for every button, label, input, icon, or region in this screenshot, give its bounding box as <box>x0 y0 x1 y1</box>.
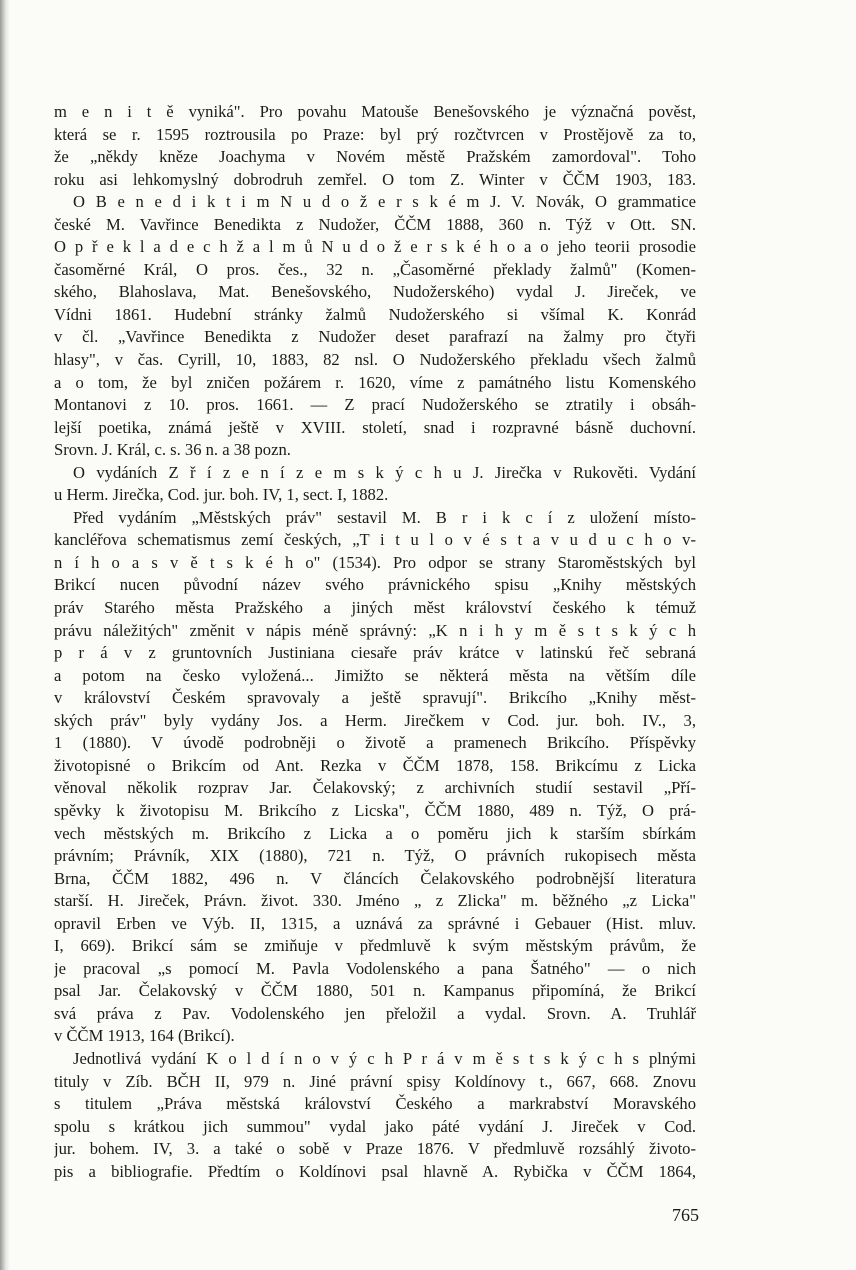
text-line: starší. H. Jireček, Právn. život. 330. Jméno „ z Zlicka" m. běžného „z Licka" <box>54 891 696 911</box>
text-line: jur. bohem. IV, 3. a také o sobě v Praze 1876. V předmluvě rozsáhlý životo- <box>54 1139 696 1159</box>
text-line: v ČČM 1913, 164 (Brikcí). <box>54 1026 235 1046</box>
text-line: O vydáních Z ř í z e n í z e m s k ý c h u J. Jirečka v Rukověti. Vydání <box>73 462 696 482</box>
text-line: 1 (1880). V úvodě podrobněji o životě a pramenech Brikcího. Příspěvky <box>54 733 696 753</box>
text-line: právním; Právník, XIX (1880), 721 n. Týž, O právních rukopisech města <box>54 846 696 866</box>
text-line: v čl. „Vavřince Benedikta z Nudožer deset parafrazí na žalmy pro čtyři <box>54 327 696 347</box>
text-line: Montanovi z 10. pros. 1661. — Z prací Nudožerského se ztratily i obsáh- <box>54 395 696 415</box>
text-line: n í h o a s v ě t s k é h o" (1534). Pro odpor se strany Staroměstských byl <box>54 552 696 572</box>
text-line: která se r. 1595 roztrousila po Praze: byl prý rozčtvrcen v Prostějově za to, <box>54 124 696 144</box>
body-text <box>54 101 696 1183</box>
text-line: s titulem „Práva městská království Českého a markrabství Moravského <box>54 1094 696 1114</box>
text-line: m e n i t ě vyniká". Pro povahu Matouše Benešovského je význačná pověst, <box>54 102 696 121</box>
text-line: české M. Vavřince Benedikta z Nudožer, ČČM 1888, 360 n. Týž v Ott. SN. <box>54 214 696 234</box>
text-line: spolu s krátkou jich summou" vydal jako páté vydání J. Jireček v Cod. <box>54 1116 696 1136</box>
text-line: a potom na česko vyložená... Jimižto se některá města na větším díle <box>54 665 696 685</box>
text-line: že „někdy kněze Joachyma v Novém městě Pražském zamordoval". Toho <box>54 147 696 167</box>
text-line: Brna, ČČM 1882, 496 n. V článcích Čelakovského podrobnější literatura <box>54 868 696 888</box>
text-line: práv Starého města Pražského a jiných měst království českého k témuž <box>54 598 696 618</box>
text-line: u Herm. Jirečka, Cod. jur. boh. IV, 1, sect. I, 1882. <box>54 485 389 505</box>
page-number: 765 <box>672 1205 699 1225</box>
text-line: O p ř e k l a d e c h ž a l m ů N u d o ž e r s k é h o a o jeho teorii prosodie <box>54 237 696 257</box>
text-line: Vídni 1861. Hudební stránky žalmů Nudožerského si všímal K. Konrád <box>54 304 696 324</box>
text-line: p r á v z gruntovních Justiniana ciesaře práv krátce v latinskú řeč sebraná <box>54 643 696 663</box>
text-line: je pracoval „s pomocí M. Pavla Vodolenského a pana Šatného" — o nich <box>54 958 696 978</box>
text-line: Srovn. J. Král, c. s. 36 n. a 38 pozn. <box>54 440 291 460</box>
text-line: psal Jar. Čelakovský v ČČM 1880, 501 n. Kampanus připomíná, že Brikcí <box>54 981 696 1001</box>
text-line: v království Českém spravovaly a ještě spravují". Brikcího „Knihy měst- <box>54 688 696 708</box>
text-line: hlasy", v čas. Cyrill, 10, 1883, 82 nsl. O Nudožerského překladu všech žalmů <box>54 350 696 370</box>
text-line: vech městských m. Brikcího z Licka a o poměru jich k starším sbírkám <box>54 823 696 843</box>
text-line: věnoval několik rozprav Jar. Čelakovský; z archivních studií sestavil „Pří- <box>54 778 696 798</box>
text-line: časoměrné Král, O pros. čes., 32 n. „Časoměrné překlady žalmů" (Komen- <box>54 259 696 279</box>
text-line: pis a bibliografie. Předtím o Koldínovi psal hlavně A. Rybička v ČČM 1864, <box>54 1161 696 1181</box>
text-line: životopisné o Brikcím od Ant. Rezka v ČČM 1878, 158. Brikcímu z Licka <box>54 755 696 775</box>
text-line: svá práva z Pav. Vodolenského jen přeložil a vydal. Srovn. A. Truhlář <box>54 1003 696 1023</box>
text-line: kancléřova schematismus zemí českých, „T i t u l o v é s t a v u d u c h o v- <box>54 530 696 550</box>
text-line: spěvky k životopisu M. Brikcího z Licska", ČČM 1880, 489 n. Týž, O prá- <box>54 800 696 820</box>
text-line: roku asi lehkomyslný dobrodruh zemřel. O tom Z. Winter v ČČM 1903, 183. <box>54 169 696 189</box>
text-line: právu náležitých" změnit v nápis méně správný: „K n i h y m ě s t s k ý c h <box>54 620 696 640</box>
text-line: O B e n e d i k t i m N u d o ž e r s k é m J. V. Novák, O grammatice <box>73 192 696 212</box>
text-line: I, 669). Brikcí sám se zmiňuje v předmluvě k svým městským právům, že <box>54 936 696 956</box>
text-line: lejší poetika, známá ještě v XVIII. století, snad i rozpravné básně duchovní. <box>54 417 696 437</box>
text-line: ských práv" byly vydány Jos. a Herm. Jirečkem v Cod. jur. boh. IV., 3, <box>54 710 696 730</box>
scan-shadow <box>0 0 10 1270</box>
text-line: a o tom, že byl zničen požárem r. 1620, víme z památného listu Komenského <box>54 372 696 392</box>
text-line: Brikcí nucen původní název svého právnického spisu „Knihy městských <box>54 575 696 595</box>
text-line: Jednotlivá vydání K o l d í n o v ý c h P r á v m ě s t s k ý c h s plnými <box>73 1048 696 1068</box>
text-line: opravil Erben ve Výb. II, 1315, a uznává za správné i Gebauer (Hist. mluv. <box>54 913 696 933</box>
text-line: tituly v Zíb. BČH II, 979 n. Jiné právní spisy Koldínovy t., 667, 668. Znovu <box>54 1071 696 1091</box>
text-line: ského, Blahoslava, Mat. Benešovského, Nudožerského) vydal J. Jireček, ve <box>54 282 696 302</box>
text-line: Před vydáním „Městských práv" sestavil M. B r i k c í z uložení místo- <box>73 507 696 527</box>
